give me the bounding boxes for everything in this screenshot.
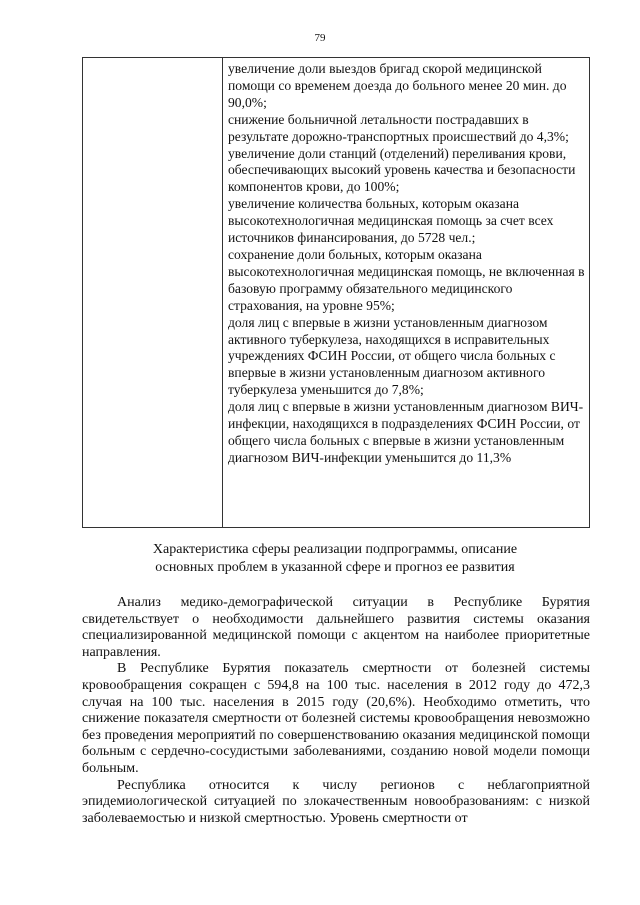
paragraph: В Республике Бурятия показатель смертности от болезней системы кровообращения сокращен с 594,8 на 100 тыс. населения в 2012 году до 472,3 случая на 100 тыс. населения в 2015 году (20,6%). Необходимо отметить, что снижение показателя смертности от болезней системы кровообращения невозможно без проведения мероприятий по совершенствованию оказания медицинской помощи больным с сердечно-сосудистыми заболеваниями, созданию новой модели помощи больным.: [82, 661, 590, 776]
table-item: доля лиц с впервые в жизни установленным диагнозом активного туберкулеза, находящихся в исправительных учреждениях ФСИН России, от общего числа больных с впервые в жизни установленным диагнозом активного туберкулеза уменьшится до 7,8%;: [228, 314, 556, 398]
indicators-table: [82, 57, 590, 528]
table-item: доля лиц с впервые в жизни установленным диагнозом ВИЧ-инфекции, находящихся в подразделениях ФСИН России, от общего числа больных с впервые в жизни установленным диагнозом ВИЧ-инфекции уменьшится до 11,3%: [228, 399, 584, 465]
table-item: увеличение количества больных, которым оказана высокотехнологичная медицинская помощь за счет всех источников финансирования, до 5728 чел.;: [228, 196, 554, 246]
body-text: [82, 595, 590, 827]
table-item: увеличение доли выездов бригад скорой медицинской помощи со временем доезда до больного менее 20 мин. до 90,0%;: [228, 61, 567, 110]
page-number: 79: [314, 32, 326, 44]
paragraph: Анализ медико-демографической ситуации в Республике Бурятия свидетельствует о необходимости дальнейшего развития системы оказания специализированной медицинской помощи с акцентом на наиболее приоритетные направления.: [82, 595, 590, 660]
section-heading-line: Характеристика сферы реализации подпрограммы, описание: [152, 542, 518, 557]
table-item: снижение больничной летальности пострадавших в результате дорожно-транспортных происшествий до 4,3%;: [228, 111, 569, 144]
section-heading-line: основных проблем в указанной сфере и прогноз ее развития: [155, 560, 515, 575]
table-item: сохранение доли больных, которым оказана высокотехнологичная медицинская помощь, не включенная в базовую программу обязательного медицинского страхования, на уровне 95%;: [228, 246, 585, 313]
table-column-divider: [222, 58, 223, 527]
section-heading: [110, 541, 560, 577]
paragraph: Республика относится к числу регионов с неблагоприятной эпидемиологической ситуацией по злокачественным новообразованиям: с низкой заболеваемостью и низкой смертностью. Уровень смертности от: [82, 777, 590, 826]
indicators-cell: [228, 61, 586, 467]
table-item: увеличение доли станций (отделений) переливания крови, обеспечивающих высокий уровень качества и безопасности компонентов крови, до 100%;: [228, 145, 576, 195]
